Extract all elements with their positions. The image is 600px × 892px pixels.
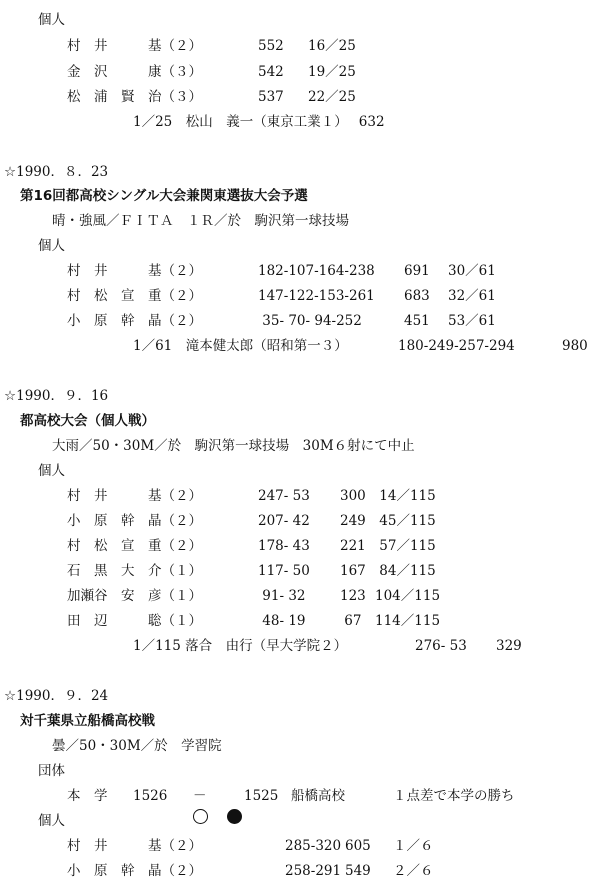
athlete-name: 村 松 宣 重（２） xyxy=(67,288,202,304)
team-us-score: 1526 xyxy=(133,788,168,804)
score-detail: 182-107-164-238 xyxy=(258,263,375,279)
event-title: 第16回都高校シングル大会兼関東選抜大会予選 xyxy=(20,188,308,204)
score-detail: 178- 43 xyxy=(258,538,310,554)
rank: 57／115 xyxy=(375,538,436,554)
athlete-name: 村 井 基（２） xyxy=(67,488,202,504)
team-them: 船橋高校 xyxy=(291,788,345,804)
event-date: ☆1990．９．16 xyxy=(4,388,109,404)
top-finisher-name: 1／61 滝本健太郎（昭和第一３） xyxy=(133,338,348,354)
athlete-name: 金 沢 康（３） xyxy=(67,64,202,80)
event-conditions: 曇／50・30M／於 学習院 xyxy=(52,738,222,754)
score: 249 xyxy=(340,513,366,529)
team-result: １点差で本学の勝ち xyxy=(393,788,515,804)
score: 683 xyxy=(404,288,430,304)
top-finisher-detail: 276- 53 xyxy=(415,638,467,654)
score: 451 xyxy=(404,313,430,329)
top-finisher-score: 980 xyxy=(562,338,588,354)
score: 542 xyxy=(258,64,284,80)
event-date: ☆1990．８．23 xyxy=(4,164,109,180)
athlete-name: 田 辺 聡（１） xyxy=(67,613,202,629)
score: 123 xyxy=(340,588,366,604)
rank: 14／115 xyxy=(375,488,436,504)
athlete-name: 村 井 基（２） xyxy=(67,263,202,279)
score: 691 xyxy=(404,263,430,279)
athlete-name: 石 黒 大 介（１） xyxy=(67,563,202,579)
athlete-name: 加瀬谷 安 彦（１） xyxy=(67,588,202,604)
score-detail: 258-291 xyxy=(285,863,342,879)
rank: 84／115 xyxy=(375,563,436,579)
rank: 16／25 xyxy=(308,38,356,54)
top-finisher-detail: 180-249-257-294 xyxy=(398,338,515,354)
rank: 104／115 xyxy=(375,588,441,604)
filled-circle-icon xyxy=(227,809,242,824)
top-finisher: 1／25 松山 義一（東京工業１） 632 xyxy=(133,114,385,130)
rank: １／６ xyxy=(393,838,434,854)
event-date: ☆1990．９．24 xyxy=(4,688,109,704)
section-label-individual: 個人 xyxy=(38,463,65,479)
athlete-name: 松 浦 賢 治（３） xyxy=(67,89,202,105)
rank: 53／61 xyxy=(448,313,496,329)
athlete-name: 村 井 基（２） xyxy=(67,38,202,54)
score: 537 xyxy=(258,89,284,105)
rank: 30／61 xyxy=(448,263,496,279)
section-label-individual: 個人 xyxy=(38,12,65,28)
loss-marker xyxy=(210,788,242,848)
rank: 22／25 xyxy=(308,89,356,105)
dash-separator: － xyxy=(193,788,207,804)
rank: 19／25 xyxy=(308,64,356,80)
score: 167 xyxy=(340,563,366,579)
rank: ２／６ xyxy=(393,863,434,879)
athlete-name: 小 原 幹 晶（２） xyxy=(67,513,202,529)
score-detail: 91- 32 xyxy=(258,588,306,604)
athlete-name: 村 井 基（２） xyxy=(67,838,202,854)
event-conditions: 大雨／50・30M／於 駒沢第一球技場 30M６射にて中止 xyxy=(52,438,415,454)
score: 300 xyxy=(340,488,366,504)
section-label-team: 団体 xyxy=(38,763,65,779)
athlete-name: 村 松 宣 重（２） xyxy=(67,538,202,554)
athlete-name: 小 原 幹 晶（２） xyxy=(67,863,202,879)
score: 605 xyxy=(345,838,371,854)
athlete-name: 小 原 幹 晶（２） xyxy=(67,313,202,329)
rank: 32／61 xyxy=(448,288,496,304)
team-us: 本 学 xyxy=(67,788,108,804)
score: 552 xyxy=(258,38,284,54)
event-title: 都高校大会（個人戦） xyxy=(20,413,155,429)
score-detail: 247- 53 xyxy=(258,488,310,504)
score: 67 xyxy=(340,613,362,629)
team-them-score: 1525 xyxy=(244,788,279,804)
score-detail: 117- 50 xyxy=(258,563,310,579)
section-label-individual: 個人 xyxy=(38,238,65,254)
open-circle-icon xyxy=(193,809,208,824)
score-detail: 48- 19 xyxy=(258,613,306,629)
event-conditions: 晴・強風／ＦＩＴＡ １Ｒ／於 駒沢第一球技場 xyxy=(52,213,349,229)
section-label-individual: 個人 xyxy=(38,813,65,829)
score-detail: 207- 42 xyxy=(258,513,310,529)
event-title: 対千葉県立船橋高校戦 xyxy=(20,713,155,729)
top-finisher-score: 329 xyxy=(496,638,522,654)
score: 221 xyxy=(340,538,366,554)
score-detail: 147-122-153-261 xyxy=(258,288,375,304)
score-detail: 35- 70- 94-252 xyxy=(258,313,362,329)
score-detail: 285-320 xyxy=(285,838,342,854)
rank: 114／115 xyxy=(375,613,441,629)
score: 549 xyxy=(345,863,371,879)
rank: 45／115 xyxy=(375,513,436,529)
top-finisher-name: 1／115 落合 由行（早大学院２） xyxy=(133,638,348,654)
